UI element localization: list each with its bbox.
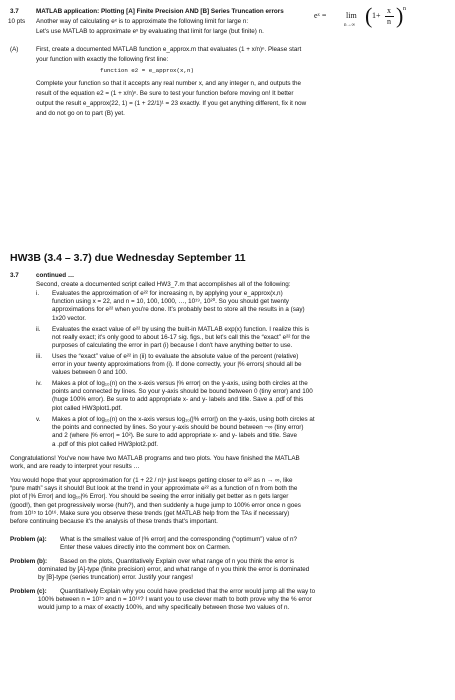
- paragraph-line: (good!), then get progressively worse (huh?), and then suddenly a huge jump to 100% error once n goes: [10, 501, 301, 509]
- item-line: error in your twenty approximations from (i). If done correctly, your |% errors| should all be: [52, 361, 302, 369]
- problem-b-text: [38, 558, 450, 583]
- problem-c-label: Problem (c):: [10, 588, 47, 595]
- item-line: function using x = 22, and n = 10, 100, 1000, …, 10¹⁹, 10²⁰. So you should get twenty: [52, 298, 289, 306]
- problem-a-text: [60, 536, 297, 552]
- continued-label: continued …: [36, 272, 75, 279]
- points-label: 10 pts: [8, 18, 26, 25]
- problem-line: Enter these values directly into the comment box on Carmen.: [60, 544, 231, 552]
- paragraph-line: work, and are ready to interpret your results …: [10, 463, 140, 471]
- formula-exponent: n: [403, 6, 406, 12]
- problem-b-label: Problem (b):: [10, 558, 48, 565]
- intro-line-2: Let's use MATLAB to approximate eˣ by evaluating that limit for large (but finite) n.: [36, 28, 264, 35]
- item-line: points and connected by lines. So your y-axis should be bound between 0 (tiny error) and 100: [52, 388, 313, 396]
- congratulations-paragraph: [10, 455, 300, 471]
- problem-line: 100% between n = 10¹⁵ and n = 10¹⁶? I want you to use clever math to both prove why the % error: [38, 596, 312, 604]
- item-line: Makes a plot of log₁₀(n) on the x-axis versus |% error| on the y-axis, using both circles at the: [52, 380, 308, 387]
- problem-line: Quantitatively Explain why you could have predicted that the error would jump all the way to: [60, 588, 316, 595]
- section-number-2: 3.7: [10, 272, 19, 279]
- section-title: MATLAB application: Plotting [A] Finite Precision AND [B] Series Truncation errors: [36, 8, 284, 15]
- paragraph-line: plot of |% Error| and log₁₀|% Error|. You should be seeing the error initially get better as n gets larger: [10, 493, 289, 501]
- problem-a-label: Problem (a):: [10, 536, 47, 543]
- item-number: v.: [36, 416, 41, 423]
- part-a-label: (A): [10, 46, 19, 53]
- problem-line: would jump to a max of exactly 100%, and why specifically between those two values of n.: [38, 604, 290, 612]
- formula-one-plus: 1+: [372, 11, 381, 20]
- paragraph-line: You would hope that your approximation for (1 + 22 / n)ⁿ just keeps getting closer to e²² as n → ∞, like: [10, 477, 293, 484]
- formula-numerator: x: [387, 6, 391, 15]
- formula-lim: lim: [346, 11, 357, 20]
- item-v: [52, 416, 315, 449]
- item-line: plot called HW3plot1.pdf.: [52, 404, 123, 412]
- hw-title: HW3B (3.4 – 3.7) due Wednesday September 11: [10, 252, 246, 264]
- item-line: Uses the “exact” value of e²² in (ii) to evaluate the absolute value of the percent (relative): [52, 353, 299, 360]
- part-a-line-3: Complete your function so that it accepts any real number x, and any integer n, and outputs the: [36, 80, 301, 87]
- formula-lim-sub: n→∞: [344, 23, 356, 28]
- part-a-line-2: your function with exactly the following first line:: [36, 56, 169, 63]
- item-line: not really exact; it's only good to about 16-17 sig. figs., but let's call this the “exact” e²² for the: [52, 334, 310, 342]
- paragraph-line: before continuing because it's the analysis of these trends that's important.: [10, 518, 218, 526]
- item-line: and 2 (where |% error| = 10²). Be sure to add appropriate x- and y- labels and title. Save: [52, 432, 297, 440]
- item-iii: [52, 353, 302, 378]
- formula-lhs: eˣ =: [314, 11, 327, 20]
- part-a-line-5: output the result e_approx(22, 1) = (1 + 22/1)¹ = 23 exactly. If you get anything different, fix it now: [36, 100, 307, 107]
- item-iv: [52, 380, 313, 413]
- item-number: iii.: [36, 353, 42, 360]
- problem-line: dominated by [A]-type (finite precision) error, and what range of n you think the error is dominated: [38, 566, 310, 574]
- item-line: values between 0 and 100.: [52, 369, 128, 377]
- limit-formula: [300, 3, 455, 32]
- code-first-line: function e2 = e_approx(x,n): [100, 67, 194, 74]
- page-1: [0, 0, 455, 242]
- item-line: Evaluates the exact value of e²² by using the built-in MATLAB exp(x) function. I realize this is: [52, 326, 310, 333]
- problem-line: What is the smallest value of |% error| and the corresponding (“optimum”) value of n?: [60, 536, 298, 543]
- item-number: i.: [36, 290, 40, 297]
- item-line: the points and connected by lines. So your y-axis should be bound between −∞ (tiny error): [52, 424, 304, 432]
- part-a-line-6: and do not go on to part (B) yet.: [36, 110, 125, 117]
- item-line: approximations for e²² when you're done. It's probably best to store all the results in a (say): [52, 306, 305, 314]
- item-line: Evaluates the approximation of e²² for increasing n, by applying your e_approx(x,n): [52, 290, 283, 297]
- paragraph-line: Congratulations! You've now have two MATLAB programs and two plots. You have finished the MATLAB: [10, 455, 300, 462]
- item-ii: [52, 326, 310, 351]
- item-line: (huge 100% error). Be sure to add appropriate x- and y- labels and title. Save a .pdf of this: [52, 396, 304, 404]
- script-intro: Second, create a documented script called HW3_7.m that accomplishes all of the following:: [36, 281, 291, 288]
- paragraph-line: “pure math” says it should! But look at the trend in your approximate e²² as a function of n from both the: [10, 485, 298, 493]
- item-line: 1x20 vector.: [52, 314, 86, 322]
- page-2: [0, 252, 455, 700]
- item-line: purposes of calculating the error in part (i) because I don't have anything better to use.: [52, 342, 293, 350]
- intro-line-1: Another way of calculating eˣ is to approximate the following limit for large n:: [36, 18, 249, 25]
- section-number: 3.7: [10, 8, 19, 15]
- problem-line: Based on the plots, Quantitatively Explain over what range of n you think the error is: [60, 558, 295, 565]
- item-line: a .pdf of this plot called HW3plot2.pdf.: [52, 440, 159, 448]
- formula-right-paren: ): [396, 3, 404, 28]
- analysis-paragraph: [10, 477, 301, 526]
- problem-c-text: [38, 588, 450, 613]
- paragraph-line: from 10¹⁵ to 10¹⁶. Make sure you observe these trends (get MATLAB help from the TAs if necessary): [10, 509, 290, 517]
- part-a-line-4: result of the equation e2 = (1 + x/n)ⁿ. Be sure to test your function before moving on! It better: [36, 90, 294, 97]
- item-i: [52, 290, 305, 323]
- item-number: iv.: [36, 380, 42, 387]
- item-line: Makes a plot of log₁₀(n) on the x-axis versus log₁₀(|% error|) on the y-axis, using both circles at: [52, 416, 315, 423]
- formula-denominator: n: [387, 17, 391, 26]
- part-a-line-1: First, create a documented MATLAB function e_approx.m that evaluates (1 + x/n)ⁿ. Please start: [36, 46, 302, 53]
- formula-left-paren: (: [365, 3, 373, 28]
- item-number: ii.: [36, 326, 41, 333]
- problem-line: by [B]-type (series truncation) error. Justify your ranges!: [38, 574, 194, 582]
